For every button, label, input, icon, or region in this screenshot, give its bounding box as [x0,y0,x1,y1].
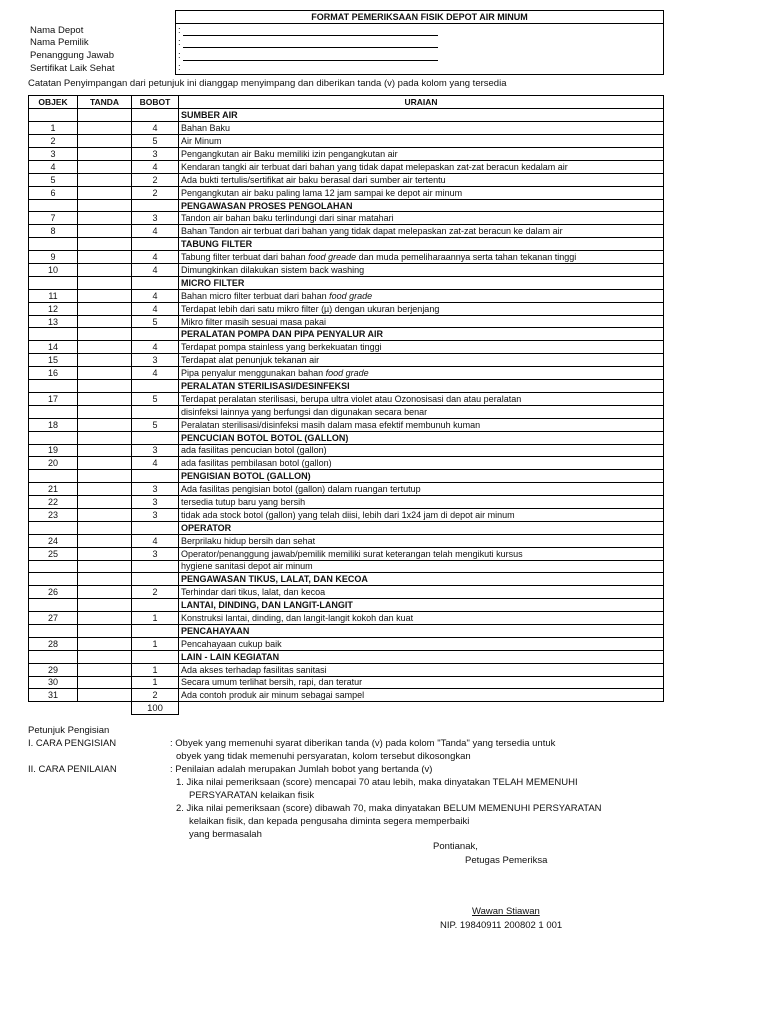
table-row [29,496,664,509]
objek-cell: 16 [29,367,78,380]
uraian-cell: ada fasilitas pencucian botol (gallon) [179,444,664,457]
tanda-cell[interactable] [78,405,132,418]
uraian-cell: Konstruksi lantai, dinding, dan langit-langit kokoh dan kuat [179,612,664,625]
uraian-cell: Ada bukti tertulis/sertifikat air baku berasal dari sumber air tertentu [179,173,664,186]
table-row [29,483,664,496]
uraian-cell: Pengangkutan air Baku memiliki izin pengangkutan air [179,148,664,161]
section-row [29,199,664,212]
bobot-cell: 3 [132,496,179,509]
field-label-sertifikat: Sertifikat Laik Sehat [28,62,176,75]
uraian-cell: Bahan Tandon air terbuat dari bahan yang tidak dapat melepaskan zat-zat beracun ke dalam air [179,225,664,238]
uraian-cell: Pengangkutan air baku paling lama 12 jam sampai ke depot air minum [179,186,664,199]
bobot-cell: 4 [132,302,179,315]
uraian-cell: Terhindar dari tikus, lalat, dan kecoa [179,586,664,599]
section-title: PERALATAN STERILISASI/DESINFEKSI [179,380,664,393]
uraian-cell: Berprilaku hidup bersih dan sehat [179,534,664,547]
tanda-cell[interactable] [78,573,132,586]
section-row [29,328,664,341]
note-text: Catatan Penyimpangan dari petunjuk ini dianggap menyimpang dan diberikan tanda (v) pada kolom yang tersedia [28,77,507,89]
section-title: PENGAWASAN PROSES PENGOLAHAN [179,199,664,212]
tanda-cell[interactable] [78,367,132,380]
uraian-cell: Terdapat lebih dari satu mikro filter (µ) dengan ukuran berjenjang [179,302,664,315]
uraian-text: Bahan micro filter terbuat dari bahan [181,290,330,301]
uraian-cell [179,367,664,380]
col-header-bobot: BOBOT [132,95,179,108]
section-title: OPERATOR [179,521,664,534]
uraian-cell: Terdapat alat penunjuk tekanan air [179,354,664,367]
bobot-cell: 4 [132,160,179,173]
objek-cell: 13 [29,315,78,328]
section-title: PERALATAN POMPA DAN PIPA PENYALUR AIR [179,328,664,341]
signature-role: Petugas Pemeriksa [465,855,548,866]
tanda-cell[interactable] [78,264,132,277]
objek-cell: 8 [29,225,78,238]
section-title: MICRO FILTER [179,276,664,289]
uraian-emphasis: food grade [329,290,373,301]
objek-cell [29,328,78,341]
objek-cell [29,470,78,483]
table-body [29,109,664,702]
uraian-cell: Ada contoh produk air minum sebagai sampel [179,689,664,702]
objek-cell [29,276,78,289]
bobot-cell [132,276,179,289]
bobot-cell: 3 [132,444,179,457]
objek-cell [29,573,78,586]
uraian-cell [179,289,664,302]
objek-cell [29,109,78,122]
table-row [29,264,664,277]
table-row [29,173,664,186]
tanda-cell[interactable] [78,444,132,457]
bobot-cell: 3 [132,508,179,521]
table-row [29,225,664,238]
field-nama-pemilik[interactable]: : [176,37,664,49]
table-row [29,315,664,328]
objek-cell: 31 [29,689,78,702]
signature-name: Wawan Stiawan [472,906,540,917]
section-row [29,650,664,663]
objek-cell [29,624,78,637]
bobot-cell: 4 [132,264,179,277]
tanda-cell[interactable] [78,212,132,225]
tanda-cell[interactable] [78,199,132,212]
bobot-cell: 5 [132,135,179,148]
tanda-cell[interactable] [78,122,132,135]
bobot-cell: 3 [132,212,179,225]
tanda-cell[interactable] [78,251,132,264]
objek-cell: 11 [29,289,78,302]
bobot-cell [132,560,179,573]
tanda-cell[interactable] [78,160,132,173]
objek-cell [29,521,78,534]
total-bobot: 100 [132,702,179,715]
signature-nip: NIP. 19840911 200802 1 001 [440,920,563,931]
bobot-cell: 4 [132,534,179,547]
uraian-cell: Bahan Baku [179,122,664,135]
objek-cell: 20 [29,457,78,470]
objek-cell: 28 [29,637,78,650]
inspection-table [28,95,664,715]
tanda-cell[interactable] [78,186,132,199]
section-row [29,380,664,393]
uraian-cell: disinfeksi lainnya yang berfungsi dan digunakan secara benar [179,405,664,418]
section-row [29,599,664,612]
section-row [29,470,664,483]
field-nama-depot[interactable]: : [176,24,664,37]
field-label-nama-pemilik: Nama Pemilik [28,37,176,49]
objek-cell: 15 [29,354,78,367]
cara-pengisian-text-1: : Obyek yang memenuhi syarat diberikan tanda (v) pada kolom "Tanda" yang tersedia untuk [170,738,556,749]
section-row [29,521,664,534]
section-title: LAIN - LAIN KEGIATAN [179,650,664,663]
tanda-cell[interactable] [78,431,132,444]
table-row [29,354,664,367]
table-row [29,612,664,625]
objek-cell: 4 [29,160,78,173]
objek-cell [29,238,78,251]
cara-pengisian-label: I. CARA PENGISIAN [28,738,117,749]
bobot-cell: 4 [132,251,179,264]
bobot-cell: 5 [132,418,179,431]
uraian-cell: hygiene sanitasi depot air minum [179,560,664,573]
tanda-cell[interactable] [78,483,132,496]
uraian-text: dan muda pemeliharaannya serta tahan tekanan tinggi [356,252,577,263]
signature-place: Pontianak, [433,841,478,852]
objek-cell: 18 [29,418,78,431]
objek-cell: 23 [29,508,78,521]
uraian-cell: Air Minum [179,135,664,148]
field-label-penanggung-jawab: Penanggung Jawab [28,49,176,61]
table-row [29,547,664,560]
tanda-cell[interactable] [78,380,132,393]
tanda-cell[interactable] [78,315,132,328]
section-row [29,276,664,289]
uraian-cell: Dimungkinkan dilakukan sistem back washing [179,264,664,277]
bobot-cell: 3 [132,354,179,367]
tanda-cell[interactable] [78,328,132,341]
uraian-emphasis: food grade [325,368,369,379]
objek-cell: 30 [29,676,78,689]
bobot-cell [132,199,179,212]
table-row [29,392,664,405]
bobot-cell: 4 [132,225,179,238]
bobot-cell: 2 [132,173,179,186]
bobot-cell [132,109,179,122]
table-row [29,148,664,161]
objek-cell: 1 [29,122,78,135]
uraian-cell: tersedia tutup baru yang bersih [179,496,664,509]
bobot-cell: 3 [132,483,179,496]
bobot-cell [132,238,179,251]
bobot-cell: 3 [132,547,179,560]
uraian-cell: Terdapat peralatan sterilisasi, berupa ultra violet atau Ozonosisasi dan atau peralatan [179,392,664,405]
instructions-title: Petunjuk Pengisian [28,725,110,736]
bobot-cell: 2 [132,689,179,702]
objek-cell: 24 [29,534,78,547]
uraian-cell: Secara umum terlihat bersih, rapi, dan teratur [179,676,664,689]
table-row [29,560,664,573]
bobot-cell: 4 [132,457,179,470]
tanda-cell[interactable] [78,418,132,431]
bobot-cell: 4 [132,289,179,302]
bobot-cell [132,521,179,534]
section-row [29,431,664,444]
section-title: TABUNG FILTER [179,238,664,251]
objek-cell [29,380,78,393]
table-row [29,135,664,148]
bobot-cell [132,328,179,341]
table-row [29,122,664,135]
table-row [29,367,664,380]
bobot-cell: 4 [132,341,179,354]
tanda-cell[interactable] [78,496,132,509]
section-row [29,624,664,637]
bobot-cell [132,405,179,418]
objek-cell [29,650,78,663]
uraian-cell: Tandon air bahan baku terlindungi dari sinar matahari [179,212,664,225]
tanda-cell[interactable] [78,341,132,354]
objek-cell: 19 [29,444,78,457]
section-row [29,109,664,122]
tanda-cell[interactable] [78,624,132,637]
tanda-cell[interactable] [78,612,132,625]
bobot-cell [132,470,179,483]
table-row [29,444,664,457]
form-title: FORMAT PEMERIKSAAN FISIK DEPOT AIR MINUM [176,11,664,24]
field-label-nama-depot: Nama Depot [28,24,176,37]
bobot-cell [132,624,179,637]
bobot-cell: 2 [132,586,179,599]
objek-cell [29,431,78,444]
objek-cell: 7 [29,212,78,225]
table-row [29,508,664,521]
cara-penilaian-label: II. CARA PENILAIAN [28,764,117,775]
uraian-cell: Peralatan sterilisasi/disinfeksi masih dalam masa efektif membunuh kuman [179,418,664,431]
tanda-cell[interactable] [78,508,132,521]
objek-cell: 6 [29,186,78,199]
tanda-cell[interactable] [78,173,132,186]
tanda-cell[interactable] [78,547,132,560]
tanda-cell[interactable] [78,534,132,547]
uraian-cell: Mikro filter masih sesuai masa pakai [179,315,664,328]
bobot-cell: 3 [132,148,179,161]
tanda-cell[interactable] [78,560,132,573]
table-row [29,405,664,418]
tanda-cell[interactable] [78,676,132,689]
cara-penilaian-text-1: : Penilaian adalah merupakan Jumlah bobot yang bertanda (v) [170,764,433,775]
field-penanggung-jawab[interactable]: : [176,49,664,61]
table-row [29,689,664,702]
cara-pengisian-text-2: obyek yang tidak memenuhi persyaratan, kolom tersebut dikosongkan [176,751,471,762]
tanda-cell[interactable] [78,354,132,367]
objek-cell: 2 [29,135,78,148]
section-title: SUMBER AIR [179,109,664,122]
section-title: LANTAI, DINDING, DAN LANGIT-LANGIT [179,599,664,612]
tanda-cell[interactable] [78,586,132,599]
col-header-objek: OBJEK [29,95,78,108]
objek-cell: 27 [29,612,78,625]
tanda-cell[interactable] [78,392,132,405]
uraian-cell: ada fasilitas pembilasan botol (gallon) [179,457,664,470]
objek-cell: 26 [29,586,78,599]
bobot-cell: 1 [132,663,179,676]
tanda-cell[interactable] [78,521,132,534]
tanda-cell[interactable] [78,109,132,122]
table-row [29,341,664,354]
table-row [29,586,664,599]
uraian-cell [179,251,664,264]
objek-cell: 29 [29,663,78,676]
section-row [29,573,664,586]
objek-cell: 12 [29,302,78,315]
table-row [29,302,664,315]
penilaian-point-1a: 1. Jika nilai pemeriksaan (score) mencapai 70 atau lebih, maka dinyatakan TELAH MEMENUHI [176,777,578,788]
col-header-tanda: TANDA [78,95,132,108]
objek-cell [29,599,78,612]
bobot-cell: 1 [132,612,179,625]
bobot-cell: 5 [132,315,179,328]
bobot-cell [132,380,179,393]
bobot-cell: 1 [132,637,179,650]
field-sertifikat[interactable]: : [176,62,664,75]
objek-cell: 5 [29,173,78,186]
objek-cell: 22 [29,496,78,509]
section-title: PENCUCIAN BOTOL BOTOL (GALLON) [179,431,664,444]
bobot-cell: 2 [132,186,179,199]
table-row [29,251,664,264]
uraian-cell: Pencahayaan cukup baik [179,637,664,650]
objek-cell: 3 [29,148,78,161]
table-row [29,676,664,689]
uraian-text: Pipa penyalur menggunakan bahan [181,368,326,379]
form-page [28,10,664,715]
bobot-cell [132,431,179,444]
table-row [29,160,664,173]
section-title: PENGAWASAN TIKUS, LALAT, DAN KECOA [179,573,664,586]
bobot-cell [132,599,179,612]
tanda-cell[interactable] [78,135,132,148]
col-header-uraian: URAIAN [179,95,664,108]
objek-cell: 14 [29,341,78,354]
uraian-cell: Kendaran tangki air terbuat dari bahan yang tidak dapat melepaskan zat-zat beracun kedalam air [179,160,664,173]
bobot-cell: 1 [132,676,179,689]
tanda-cell[interactable] [78,225,132,238]
table-row [29,534,664,547]
tanda-cell[interactable] [78,650,132,663]
penilaian-point-2a: 2. Jika nilai pemeriksaan (score) dibawah 70, maka dinyatakan BELUM MEMENUHI PERSYARATAN [176,803,602,814]
section-row [29,238,664,251]
penilaian-point-2c: yang bermasalah [189,829,262,840]
section-title: PENCAHAYAAN [179,624,664,637]
tanda-cell[interactable] [78,238,132,251]
uraian-cell: Ada fasilitas pengisian botol (gallon) dalam ruangan tertutup [179,483,664,496]
penilaian-point-2b: kelaikan fisik, dan kepada pengusaha diminta segera memperbaiki [189,816,470,827]
penilaian-point-1b: PERSYARATAN kelaikan fisik [189,790,315,801]
uraian-cell: Ada akses terhadap fasilitas sanitasi [179,663,664,676]
objek-cell: 17 [29,392,78,405]
objek-cell: 10 [29,264,78,277]
bobot-cell: 4 [132,122,179,135]
header-table [28,10,664,75]
table-row [29,186,664,199]
tanda-cell[interactable] [78,148,132,161]
tanda-cell[interactable] [78,289,132,302]
table-row [29,457,664,470]
objek-cell: 21 [29,483,78,496]
table-row [29,212,664,225]
uraian-emphasis: food greade [308,252,357,263]
tanda-cell[interactable] [78,663,132,676]
tanda-cell[interactable] [78,470,132,483]
objek-cell: 9 [29,251,78,264]
table-row [29,663,664,676]
uraian-cell: Operator/penanggung jawab/pemilik memiliki surat keterangan telah mengikuti kursus [179,547,664,560]
tanda-cell[interactable] [78,599,132,612]
bobot-cell [132,573,179,586]
table-row [29,637,664,650]
uraian-cell: tidak ada stock botol (gallon) yang telah diisi, lebih dari 1x24 jam di depot air minum [179,508,664,521]
table-row [29,289,664,302]
section-title: PENGISIAN BOTOL (GALLON) [179,470,664,483]
table-row [29,418,664,431]
tanda-cell[interactable] [78,457,132,470]
tanda-cell[interactable] [78,637,132,650]
objek-cell [29,405,78,418]
uraian-text: Tabung filter terbuat dari bahan [181,252,309,263]
tanda-cell[interactable] [78,276,132,289]
objek-cell: 25 [29,547,78,560]
bobot-cell [132,650,179,663]
bobot-cell: 5 [132,392,179,405]
uraian-cell: Terdapat pompa stainless yang berkekuatan tinggi [179,341,664,354]
objek-cell [29,199,78,212]
tanda-cell[interactable] [78,302,132,315]
bobot-cell: 4 [132,367,179,380]
tanda-cell[interactable] [78,689,132,702]
objek-cell [29,560,78,573]
